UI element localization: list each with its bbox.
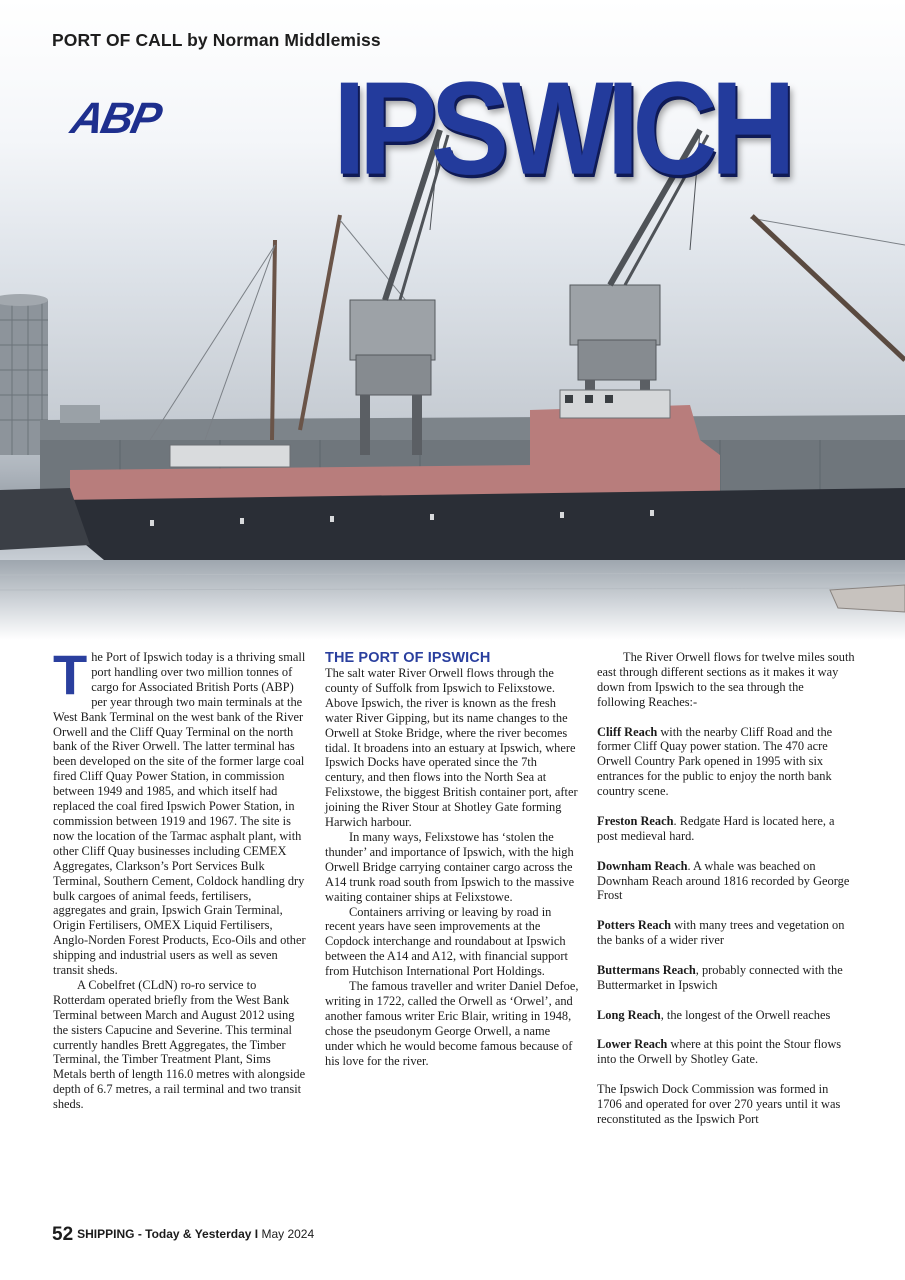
reach-text: , the longest of the Orwell reaches — [660, 1007, 831, 1022]
reach-item — [597, 918, 855, 948]
reach-name: Buttermans Reach — [597, 962, 696, 977]
reach-text: . Redgate Hard is located here, a post medieval hard. — [597, 813, 835, 843]
column-2-paragraph-1: The salt water River Orwell flows through the county of Suffolk from Ipswich to Felixstowe. Above Ipswich, the river is known as the fresh water River Gipping, but its name changes to the Orwell at Stoke Bridge, where the river becomes tidal. It broadens into an estuary at Ipswich, where Ipswich Docks have operated since the 7th century, and then flows into the North Sea at Felixstowe, the biggest British container port, after joining the River Stour at Shotley Gate forming Harwich harbour. — [325, 666, 578, 830]
abp-logo-text: ABP — [66, 94, 165, 143]
reach-name: Downham Reach — [597, 858, 688, 873]
page-number: 52 — [52, 1224, 74, 1245]
reach-text: where at this point the Stour flows into the Orwell by Shotley Gate. — [597, 1037, 842, 1067]
footer-separator: I — [254, 1227, 259, 1241]
section-subhead: THE PORT OF IPSWICH — [325, 650, 491, 666]
magazine-name: SHIPPING - Today & Yesterday — [77, 1227, 252, 1241]
reach-name: Long Reach — [597, 1007, 661, 1022]
column-3 — [597, 650, 855, 1142]
page-footer — [52, 1224, 314, 1246]
column-2-paragraph-4: The famous traveller and writer Daniel Defoe, writing in 1722, called the Orwell as ‘Orwel’, and another famous writer Eric Blair, writing in 1948, chose the pseudonym George Orwell, a name under which he would become famous because of his love for the river. — [325, 979, 579, 1068]
article-title: IPSWICH — [333, 54, 789, 203]
column-3-outro: The Ipswich Dock Commission was formed in 1706 and operated for over 270 years until it was reconstituted as the Ipswich Port — [597, 1082, 841, 1126]
column-1-paragraph-1-text: he Port of Ipswich today is a thriving small port handling over two million tonnes of cargo for Associated British Ports (ABP) per year through two main terminals at the West Bank Terminal on the west bank of the River Orwell and the Cliff Quay Terminal on the north bank of the River Orwell. The latter terminal has been developed on the site of the former large coal fired Cliff Quay Power Station, in commission between 1949 and 1985, and which itself had replaced the coal fired Ipswich Power Station, in commission between 1919 and 1967. The site is now the location of the Tarmac asphalt plant, with other Cliff Quay businesses including CEMEX Aggregates, Clarkson’s Port Services Bulk Terminal, Southern Cement, Coldock handling dry bulk cargoes of animal feeds, fertilisers, aggregates and grain, Ipswich Grain Terminal, Origin Fertilisers, OMEX Liquid Fertilisers, Anglo-Norden Forest Products, Eco-Oils and other shipping and industrial users as well as seven transit sheds. — [53, 650, 306, 978]
reach-name: Potters Reach — [597, 918, 671, 933]
column-1 — [53, 643, 307, 1112]
reach-text: , probably connected with the Buttermarket in Ipswich — [597, 962, 843, 992]
column-2 — [325, 650, 579, 1068]
reach-text: . A whale was beached on Downham Reach around 1816 recorded by George Frost — [597, 858, 850, 903]
issue-date: May 2024 — [261, 1227, 315, 1241]
column-2-paragraph-3: Containers arriving or leaving by road in recent years have seen improvements at the Copdock interchange and roundabout at Ipswich between the A14 and A12, with financial support from Hutchison International Port Holdings. — [325, 904, 568, 979]
reach-item — [597, 814, 855, 844]
reach-text: with the nearby Cliff Road and the former Cliff Quay power station. The 470 acre Orwell Country Park opened in 1995 with six entrances for the public to enjoy the north bank country scene. — [597, 724, 833, 799]
reach-item — [597, 963, 855, 993]
reach-item — [597, 859, 855, 904]
column-1-paragraph-1 — [53, 643, 307, 978]
column-1-paragraph-2: A Cobelfret (CLdN) ro-ro service to Rotterdam operated briefly from the West Bank Terminal between March and August 2012 using the sisters Capucine and Severine. This terminal currently handles Brett Aggregates, the Timber Terminal, the Timber Treatment Plant, Sims Metals berth of length 116.0 metres with alongside depth of 6.7 metres, a rail terminal and two transit sheds. — [53, 977, 306, 1112]
ship-masts — [272, 215, 340, 440]
reach-item — [597, 1008, 855, 1023]
reach-text: with many trees and vegetation on the banks of a wider river — [597, 918, 845, 948]
drop-cap: T — [53, 643, 88, 706]
article-kicker: PORT OF CALL by Norman Middlemiss — [52, 30, 381, 50]
reach-item — [597, 1037, 855, 1067]
abp-logo — [66, 94, 200, 143]
reach-name: Lower Reach — [597, 1037, 668, 1052]
reach-name: Freston Reach — [597, 813, 674, 828]
column-3-intro: The River Orwell flows for twelve miles south east through different sections as it makes it way down from Ipswich to the sea through the following Reaches:- — [597, 650, 855, 709]
reach-name: Cliff Reach — [597, 724, 658, 739]
column-2-paragraph-2: In many ways, Felixstowe has ‘stolen the thunder’ and importance of Ipswich, with the high Orwell Bridge carrying container cargo across the A14 trunk road south from Ipswich to the massive waiting container ships at Felixstowe. — [325, 829, 575, 904]
reach-item — [597, 725, 855, 800]
